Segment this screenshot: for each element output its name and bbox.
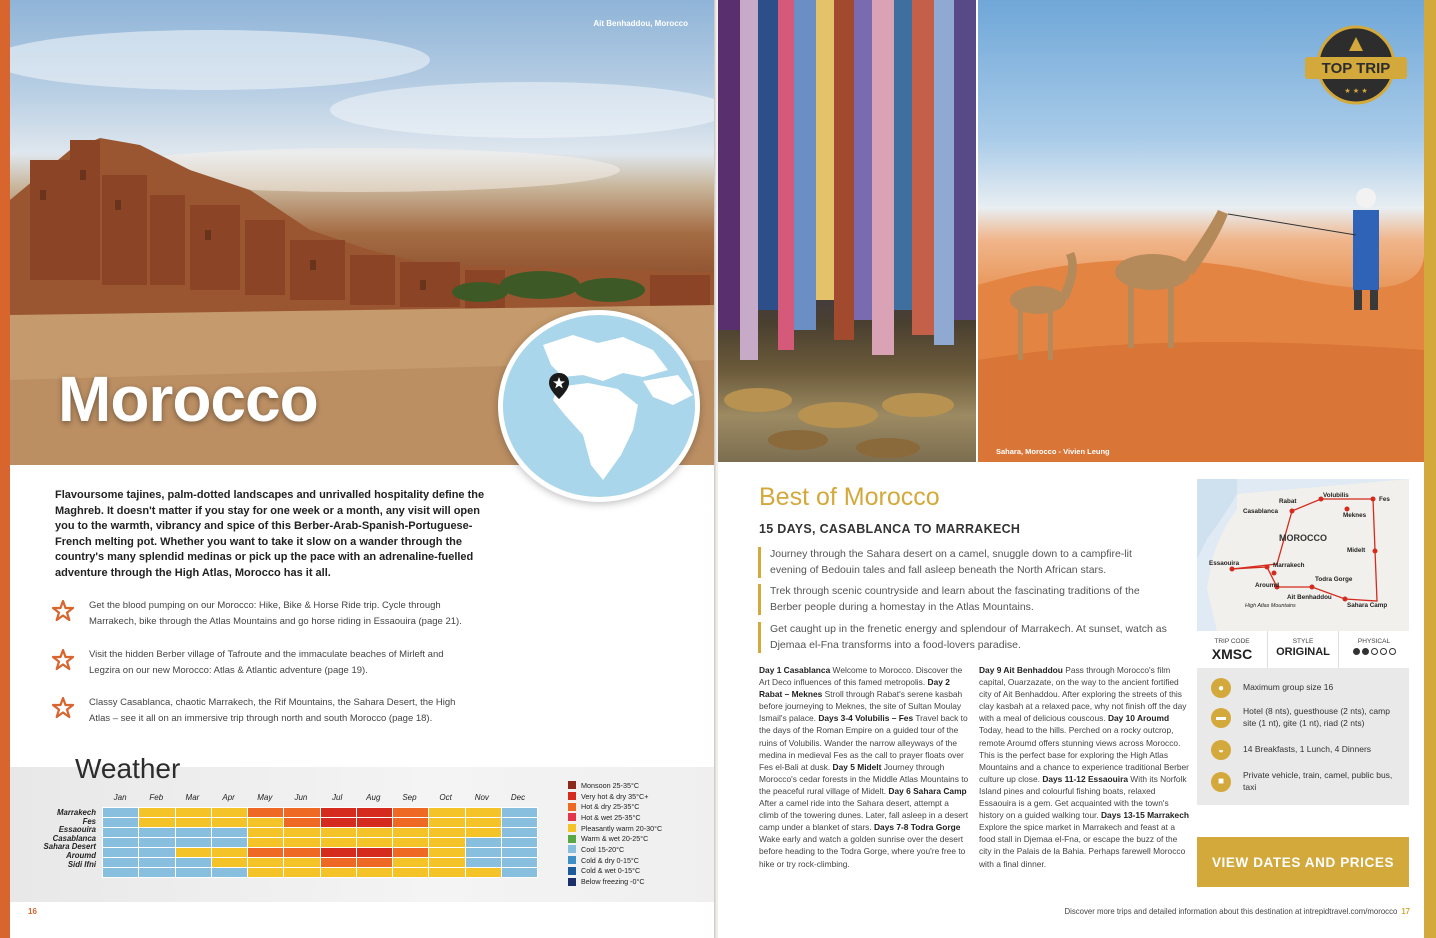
hero-photo-caption: Ait Benhaddou, Morocco <box>593 19 688 28</box>
weather-cell <box>357 828 392 837</box>
info-item-meals <box>1211 740 1403 760</box>
rating-dot-empty-icon <box>1389 648 1396 655</box>
weather-cell <box>393 828 428 837</box>
weather-cell <box>284 848 319 857</box>
map-label: High Atlas Mountains <box>1245 603 1296 609</box>
legend-item <box>568 866 662 877</box>
legend-label: Very hot & dry 35°C+ <box>581 791 649 801</box>
meal-icon: ◒ <box>1211 740 1231 760</box>
weather-cell <box>393 818 428 827</box>
weather-cell <box>103 848 138 857</box>
weather-cell <box>357 868 392 877</box>
legend-label: Cold & dry 0-15°C <box>581 855 640 865</box>
photo-sahara-camels <box>978 0 1424 462</box>
highlight-bullet <box>52 695 472 727</box>
legend-swatch <box>568 867 576 875</box>
weather-cell <box>248 868 283 877</box>
city-label: Fes <box>82 816 96 826</box>
map-label: Rabat <box>1279 498 1297 505</box>
weather-cell <box>466 858 501 867</box>
weather-cell <box>176 818 211 827</box>
weather-cell <box>248 838 283 847</box>
legend-label: Cold & wet 0-15°C <box>581 866 641 876</box>
trip-title: Best of Morocco <box>759 483 940 511</box>
route-map-illustration <box>1197 479 1409 631</box>
legend-item <box>568 780 662 791</box>
weather-cell <box>176 848 211 857</box>
itinerary-column-1 <box>759 664 969 870</box>
star-bullet-icon <box>52 697 74 719</box>
weather-cell <box>284 858 319 867</box>
weather-cell <box>284 818 319 827</box>
weather-legend <box>568 780 662 887</box>
weather-cell <box>248 828 283 837</box>
itinerary-day-text: After a camel ride into the Sahara desert, attempt a climb of the towering dunes. Later, fall asleep in a desert camp under a blanket of stars. <box>759 798 969 833</box>
trip-code-value: XMSC <box>1211 646 1253 662</box>
bullet-text: Get the blood pumping on our Morocco: Hike, Bike & Horse Ride trip. Cycle through Marrakech, bike through the Atlas Mountains and go horse riding in Essaouira (page 21). <box>89 600 462 627</box>
rating-dot-filled-icon <box>1362 648 1369 655</box>
weather-cell <box>466 848 501 857</box>
weather-cell <box>321 838 356 847</box>
weather-section <box>10 753 716 902</box>
view-dates-and-prices-button[interactable]: VIEW DATES AND PRICES <box>1197 837 1409 887</box>
month-label: Aug <box>366 793 381 802</box>
weather-cell <box>284 868 319 877</box>
legend-label: Pleasantly warm 20-30°C <box>581 823 663 833</box>
month-label: Jun <box>294 793 308 802</box>
physical-rating-dots <box>1339 646 1409 658</box>
page-title: Morocco <box>58 363 318 435</box>
weather-cell <box>502 848 537 857</box>
itinerary-day-text: Pass through Morocco's film capital, Ouarzazate, on the way to the ancient fortified city of Ait Benhaddou. After exploring the streets of this clay kasbah at a relaxed pace, why not finish off the day with a meal of delicious couscous. <box>979 665 1187 724</box>
footer <box>1064 907 1410 916</box>
vehicle-icon: ■ <box>1211 772 1231 792</box>
city-label: Marrakech <box>56 808 96 817</box>
rating-dot-empty-icon <box>1371 648 1378 655</box>
itinerary-day-text: Journey through Morocco's cedar forests in the Middle Atlas Mountains to the peaceful rural village of Midelt. <box>759 761 969 796</box>
trip-style-cell <box>1268 631 1339 668</box>
month-label: Jul <box>332 793 343 802</box>
map-label: Essaouira <box>1209 560 1240 567</box>
weather-cell <box>429 858 464 867</box>
trip-highlight: Journey through the Sahara desert on a camel, snuggle down to a campfire-lit evening of Bedouin tales and fall asleep beneath the North African stars. <box>758 547 1170 578</box>
itinerary-text <box>759 664 969 870</box>
weather-cell <box>393 808 428 817</box>
weather-cell <box>212 838 247 847</box>
map-label: Marrakech <box>1273 562 1305 569</box>
map-label: Fes <box>1379 496 1390 503</box>
star-bullet-icon <box>52 600 74 622</box>
weather-cell <box>466 828 501 837</box>
weather-cell <box>139 858 174 867</box>
weather-cell <box>357 808 392 817</box>
weather-cell <box>429 818 464 827</box>
weather-cell <box>248 818 283 827</box>
physical-label: PHYSICAL <box>1357 638 1391 645</box>
map-label: Midelt <box>1347 547 1366 554</box>
itinerary-day-heading: Days 3-4 Volubilis – Fes <box>818 713 914 724</box>
trip-highlight: Get caught up in the frenetic energy and splendour of Marrakech. At sunset, watch as Djemaa el-Fna transforms into a food-lovers paradise. <box>758 622 1170 653</box>
weather-cell <box>248 858 283 867</box>
weather-grid <box>102 807 538 878</box>
legend-swatch <box>568 792 576 800</box>
trip-highlight: Trek through scenic countryside and learn about the fascinating traditions of the Berber people during a homestay in the Atlas Mountains. <box>758 584 1170 615</box>
weather-cell <box>502 808 537 817</box>
itinerary-day-heading: Days 7-8 Todra Gorge <box>874 822 961 833</box>
legend-label: Monsoon 25-35°C <box>581 780 640 790</box>
month-label: Apr <box>222 793 235 802</box>
weather-cell <box>429 838 464 847</box>
highlight-bullet <box>52 598 472 630</box>
star-bullet-icon <box>52 649 74 671</box>
weather-cell <box>103 808 138 817</box>
weather-cell <box>321 868 356 877</box>
footer-text[interactable]: Discover more trips and detailed information about this destination at intrepidtravel.com/morocco <box>1064 907 1398 916</box>
weather-cell <box>466 808 501 817</box>
weather-cell <box>357 838 392 847</box>
legend-item <box>568 801 662 812</box>
weather-cell <box>502 838 537 847</box>
city-label: Sidi Ifni <box>67 859 96 869</box>
trip-style-value: ORIGINAL <box>1276 646 1330 658</box>
weather-cell <box>429 828 464 837</box>
city-label: Essaouira <box>58 825 96 835</box>
city-label: Aroumd <box>66 850 96 860</box>
weather-cell <box>357 818 392 827</box>
legend-item <box>568 876 662 887</box>
weather-cell <box>393 848 428 857</box>
city-label: Casablanca <box>52 833 96 843</box>
map-label: Sahara Camp <box>1347 602 1388 609</box>
weather-month-header <box>102 793 536 802</box>
legend-label: Warm & wet 20-25°C <box>581 834 649 844</box>
page-number-right: 17 <box>1401 907 1410 916</box>
weather-cell <box>284 838 319 847</box>
legend-swatch <box>568 824 576 832</box>
itinerary-day-heading: Days 13-15 Marrakech <box>1100 810 1189 821</box>
trip-info-header <box>1197 631 1409 669</box>
weather-title: Weather <box>75 753 181 784</box>
city-label: Sahara Desert <box>43 842 96 852</box>
weather-cell <box>103 868 138 877</box>
weather-cell <box>139 818 174 827</box>
weather-cell <box>139 838 174 847</box>
weather-cell <box>139 808 174 817</box>
locator-globe <box>498 310 700 502</box>
bullet-text: Classy Casablanca, chaotic Marrakech, the Rif Mountains, the Sahara Desert, the High Atlas – see it all on an immersive trip through north and south Morocco (page 18). <box>89 697 456 724</box>
physical-rating-cell <box>1339 631 1409 668</box>
weather-cell <box>321 808 356 817</box>
month-label: May <box>257 793 273 802</box>
weather-cell <box>284 808 319 817</box>
right-page-edge <box>1424 0 1436 938</box>
itinerary-day-text: Today, head to the hills. Perched on a rocky outcrop, remote Aroumd offers stunning views across Morocco. This is the perfect base for exploring the High Atlas Mountains and a chance to experience traditional Berber culture up close. <box>979 725 1189 784</box>
weather-cell <box>176 868 211 877</box>
group-icon: ● <box>1211 678 1231 698</box>
left-page <box>0 0 716 938</box>
info-text: 14 Breakfasts, 1 Lunch, 4 Dinners <box>1243 744 1372 755</box>
legend-label: Below freezing -0°C <box>581 877 645 887</box>
weather-cell <box>393 868 428 877</box>
right-page <box>718 0 1436 938</box>
legend-swatch <box>568 835 576 843</box>
weather-cell <box>357 848 392 857</box>
weather-cell <box>212 868 247 877</box>
itinerary-day-heading: Day 1 Casablanca <box>759 665 831 675</box>
itinerary-day-text: Stroll through Rabat's serene kasbah before journeying to Meknes, the site of Sultan Moulay Ismail's palace. <box>759 689 963 724</box>
weather-cell <box>176 858 211 867</box>
month-label: Nov <box>474 793 489 802</box>
weather-cell <box>466 868 501 877</box>
legend-item <box>568 823 662 834</box>
location-pin-icon <box>549 373 569 399</box>
weather-cell <box>139 848 174 857</box>
weather-cell <box>393 858 428 867</box>
info-text: Maximum group size 16 <box>1243 682 1334 693</box>
info-text: Private vehicle, train, camel, public bus, taxi <box>1243 770 1393 792</box>
legend-item <box>568 855 662 866</box>
weather-cell <box>176 808 211 817</box>
weather-cell <box>248 848 283 857</box>
fabric-illustration <box>718 0 976 462</box>
map-label: Todra Gorge <box>1315 576 1353 583</box>
month-label: Feb <box>149 793 164 802</box>
weather-cell <box>212 828 247 837</box>
month-label: Dec <box>510 793 526 802</box>
intro-paragraph: Flavoursome tajines, palm-dotted landscapes and unrivalled hospitality define the Maghreb. It doesn't matter if you stay for one week or a month, any visit will open you to the warmth, vibrancy and spice of this Berber-Arab-Spanish-Portuguese-French melting pot. Whether you want to take it slow on a wander through the country's many splendid medinas or pick up the pace with an adrenaline-fuelled adventure through the High Atlas, Morocco has it all. <box>55 489 485 579</box>
weather-cell <box>176 828 211 837</box>
itinerary-day-text: Welcome to Morocco. Discover the Art Deco influences of this famed metropolis. <box>759 665 963 688</box>
weather-cell <box>502 858 537 867</box>
weather-cell <box>321 828 356 837</box>
page-number-left: 16 <box>28 907 37 916</box>
legend-swatch <box>568 813 576 821</box>
left-page-edge <box>0 0 10 938</box>
legend-item <box>568 791 662 802</box>
badge-text: TOP TRIP <box>1321 60 1391 77</box>
legend-item <box>568 844 662 855</box>
weather-cell <box>393 838 428 847</box>
legend-swatch <box>568 781 576 789</box>
world-map-illustration <box>503 315 695 497</box>
weather-cell <box>429 848 464 857</box>
month-label: Oct <box>439 793 452 802</box>
weather-cell <box>212 818 247 827</box>
weather-cell <box>321 818 356 827</box>
weather-cell <box>212 808 247 817</box>
itinerary-day-heading: Day 9 Ait Benhaddou <box>979 665 1063 675</box>
weather-cell <box>176 838 211 847</box>
map-label: Meknes <box>1343 512 1367 519</box>
photo-caption: Sahara, Morocco - Vivien Leung <box>996 447 1110 456</box>
weather-cell <box>502 828 537 837</box>
weather-cell <box>466 838 501 847</box>
itinerary-day-heading: Day 10 Aroumd <box>1107 713 1170 724</box>
info-text: Hotel (8 nts), guesthouse (2 nts), camp site (1 nt), gite (1 nt), riad (2 nts) <box>1243 706 1390 728</box>
weather-cell <box>103 828 138 837</box>
itinerary-day-text: Travel back to the days of the Roman Empire on a guided tour of the ruins of Volubilis. Wander the narrow alleyways of the medina in medieval Fes as the call to prayer floats over Fes el-Bali at dusk. <box>759 713 968 772</box>
legend-swatch <box>568 845 576 853</box>
rating-dot-empty-icon <box>1380 648 1387 655</box>
itinerary-day-heading: Day 5 Midelt <box>832 761 882 772</box>
weather-cell <box>357 858 392 867</box>
bed-icon: ▬ <box>1211 708 1231 728</box>
trip-code-label: TRIP CODE <box>1214 638 1250 645</box>
weather-cell <box>212 858 247 867</box>
photo-fabric-market <box>718 0 976 462</box>
weather-cell <box>321 858 356 867</box>
itinerary-column-2 <box>979 664 1189 870</box>
trip-style-label: STYLE <box>1292 638 1314 645</box>
trip-code-cell <box>1197 631 1268 668</box>
weather-cell <box>429 808 464 817</box>
weather-cell <box>284 828 319 837</box>
legend-item <box>568 833 662 844</box>
trip-subtitle: 15 DAYS, CASABLANCA TO MARRAKECH <box>759 522 1021 536</box>
map-label: Ait Benhaddou <box>1287 594 1332 601</box>
itinerary-day-heading: Day 2 Rabat – Meknes <box>759 677 950 700</box>
weather-cell <box>139 868 174 877</box>
legend-swatch <box>568 856 576 864</box>
itinerary-day-text: Explore the spice market in Marrakech and feast at a food stall in Djemaa el-Fna, or escape the buzz of the city in the Palais de la Bahia. Perhaps farewell Morocco with a final dinner. <box>979 822 1186 869</box>
legend-swatch <box>568 878 576 886</box>
highlight-bullet <box>52 647 472 679</box>
weather-cell <box>466 818 501 827</box>
top-trip-badge <box>1305 25 1407 107</box>
trip-info-list <box>1197 668 1409 805</box>
map-label: Aroumd <box>1255 582 1280 589</box>
legend-item <box>568 812 662 823</box>
weather-cell <box>212 848 247 857</box>
weather-cell <box>429 868 464 877</box>
badge-stars-icon: ★ ★ ★ <box>1344 87 1368 95</box>
weather-cell <box>502 868 537 877</box>
legend-label: Hot & wet 25-35°C <box>581 812 641 822</box>
weather-cell <box>139 828 174 837</box>
bullet-text: Visit the hidden Berber village of Tafroute and the immaculate beaches of Mirleft and Legzira on our new Morocco: Atlas & Atlantic adventure (page 19). <box>89 649 444 676</box>
itinerary-day-heading: Day 6 Sahara Camp <box>888 785 967 796</box>
month-label: Sep <box>402 793 417 802</box>
weather-cell <box>321 848 356 857</box>
legend-swatch <box>568 803 576 811</box>
map-label: Volubilis <box>1323 492 1349 499</box>
legend-label: Hot & dry 25-35°C <box>581 802 640 812</box>
weather-cell <box>502 818 537 827</box>
map-country-label: MOROCCO <box>1279 533 1327 543</box>
rating-dot-filled-icon <box>1353 648 1360 655</box>
info-item-accommodation <box>1211 706 1403 729</box>
weather-cell <box>103 818 138 827</box>
info-item-group-size <box>1211 678 1403 698</box>
weather-cell <box>248 808 283 817</box>
itinerary-text <box>979 664 1189 870</box>
weather-cell <box>103 858 138 867</box>
weather-cell <box>103 838 138 847</box>
map-label: Casablanca <box>1243 508 1279 515</box>
itinerary-day-text: Wake early and watch a golden sunrise over the desert before heading to the Todra Gorge, where you're free to hike or try rock-climbing. <box>759 834 966 869</box>
legend-label: Cool 15-20°C <box>581 844 625 854</box>
month-label: Jan <box>113 793 127 802</box>
itinerary-day-heading: Days 11-12 Essaouira <box>1042 773 1128 784</box>
weather-city-labels <box>10 809 96 869</box>
info-item-transport <box>1211 770 1403 793</box>
month-label: Mar <box>185 793 200 802</box>
route-map <box>1197 479 1409 631</box>
itinerary-day-text: With its Norfolk Island pines and colourful fishing boats, relaxed Essaouira is a gem. Get acquainted with the town's history on a guided walking tour. <box>979 773 1187 821</box>
